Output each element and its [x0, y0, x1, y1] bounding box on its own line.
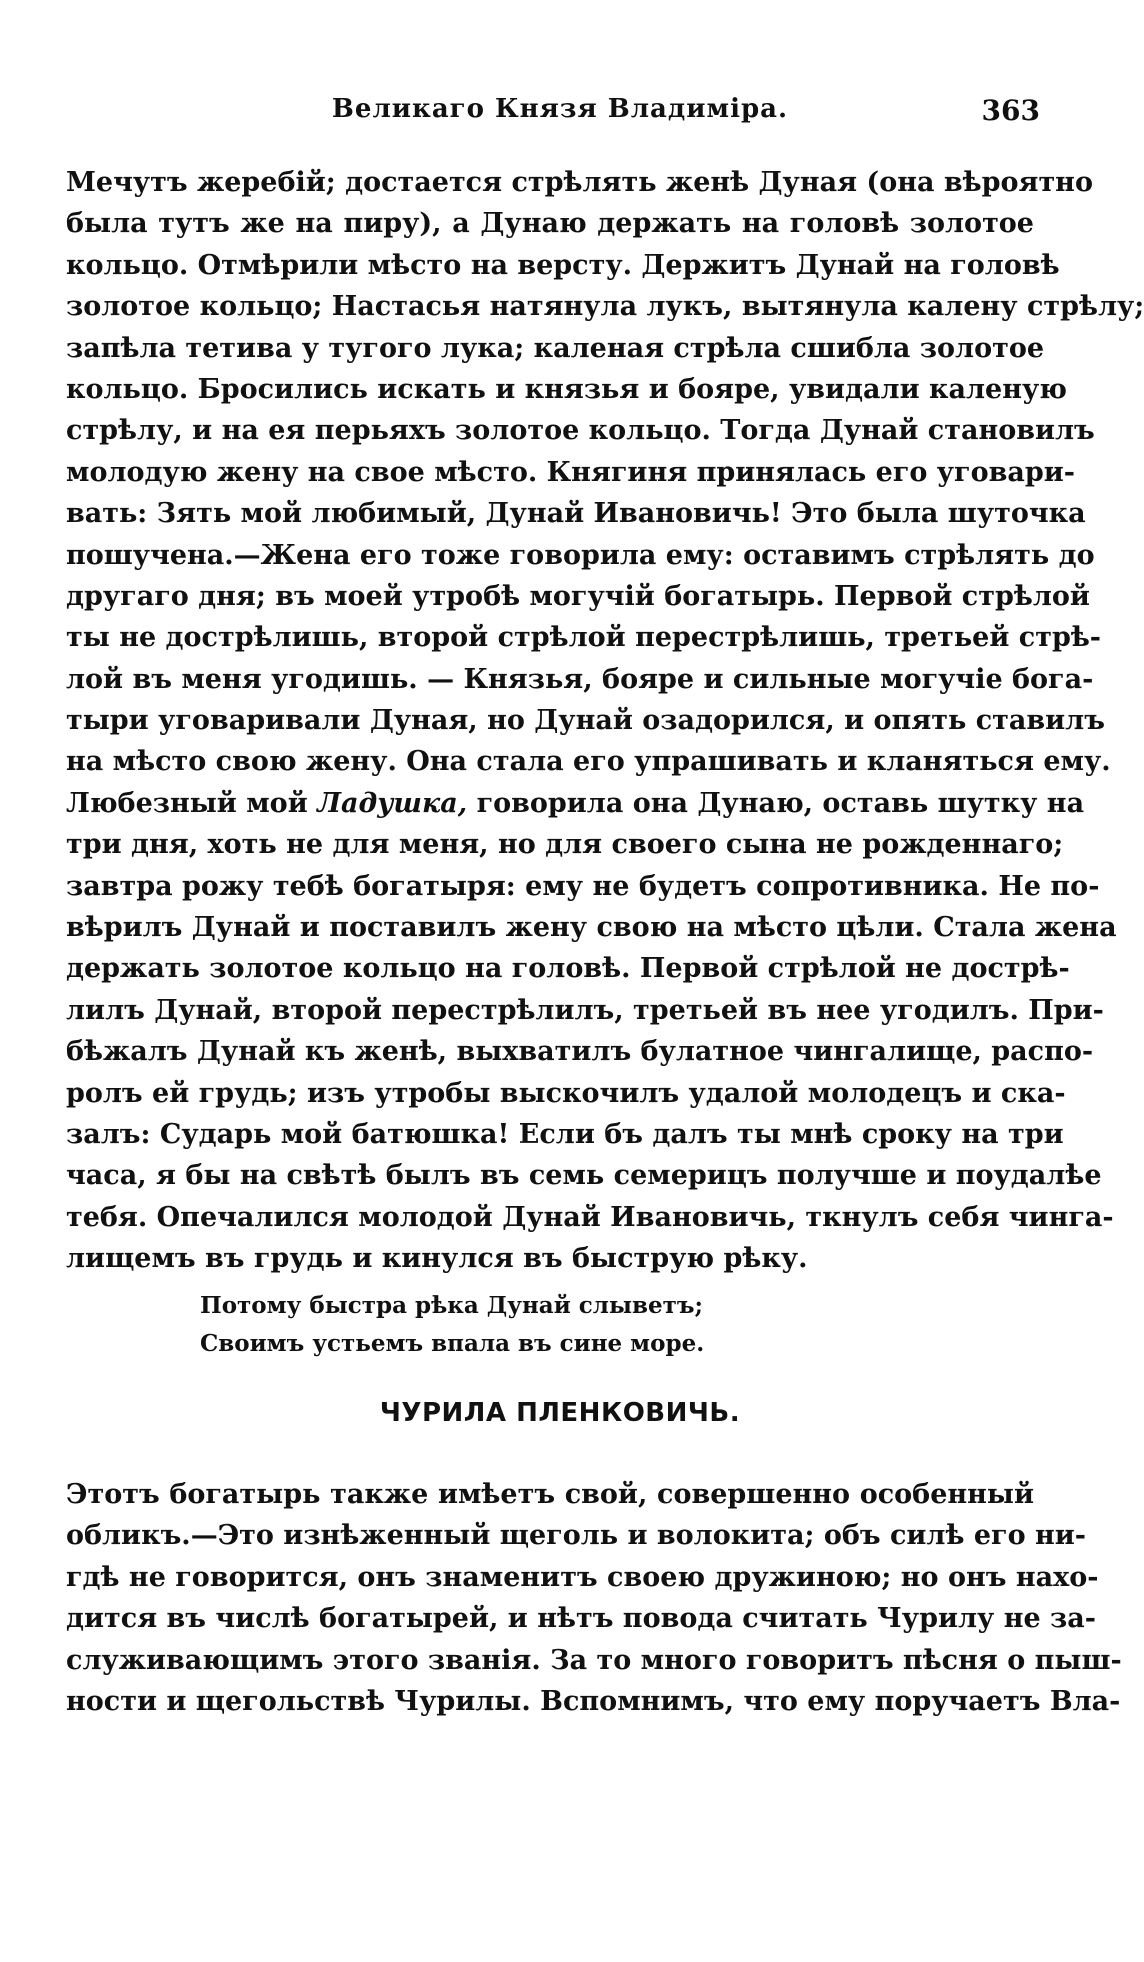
text-line: служивающимъ этого званія. За то много говоритъ пѣсня о пыш- — [66, 1644, 1122, 1676]
text-line: три дня, хоть не для меня, но для своего сына не рожденнаго; — [66, 829, 1064, 861]
text-line: тыри уговаривали Дуная, но Дунай озадорился, и опять ставилъ — [66, 705, 1105, 737]
text-line: была тутъ же на пиру), а Дунаю держать на головѣ золотое — [66, 208, 1034, 240]
text-line: кольцо. Отмѣрили мѣсто на версту. Держитъ Дунай на головѣ — [66, 249, 1060, 281]
page-number: 363 — [981, 94, 1040, 127]
text-line: пошучена.—Жена его тоже говорила ему: оставимъ стрѣлять до — [66, 539, 1095, 571]
text-line: лой въ меня угодишь. — Князья, бояре и сильные могучіе бога- — [66, 663, 1094, 695]
text-line: держать золотое кольцо на головѣ. Первой стрѣлой не дострѣ- — [66, 953, 1070, 985]
text-segment: Любезный мой — [66, 787, 308, 819]
verse-quote — [200, 1287, 704, 1363]
text-line: другаго дня; въ моей утробѣ могучій богатырь. Первой стрѣлой — [66, 580, 1090, 612]
text-line: молодую жену на свое мѣсто. Княгиня принялась его уговари- — [66, 456, 1075, 488]
text-line: завтра рожу тебѣ богатыря: ему не будетъ сопротивника. Не по- — [66, 870, 1100, 902]
text-line: ности и щегольствѣ Чурилы. Вспомнимъ, что ему поручаетъ Вла- — [66, 1685, 1121, 1717]
text-line: запѣла тетива у тугого лука; каленая стрѣла сшибла золотое — [66, 332, 1045, 364]
text-line: на мѣсто свою жену. Она стала его упрашивать и кланяться ему. — [66, 746, 1111, 778]
text-segment: говорила она Дунаю, оставь шутку на — [476, 787, 1085, 819]
section-heading: ЧУРИЛА ПЛЕНКОВИЧЬ. — [379, 1398, 741, 1428]
text-line: залъ: Сударь мой батюшка! Если бъ далъ ты мнѣ сроку на три — [66, 1118, 1064, 1150]
paragraph-churila — [66, 1474, 1122, 1722]
text-line: Мечутъ жеребій; достается стрѣлять женѣ Дуная (она вѣроятно — [66, 167, 1093, 198]
text-line: стрѣлу, и на ея перьяхъ золотое кольцо. Тогда Дунай становилъ — [66, 415, 1095, 447]
paragraph-dunai — [66, 162, 1144, 1280]
text-line: бѣжалъ Дунай къ женѣ, выхватилъ булатное чингалище, распо- — [66, 1036, 1094, 1068]
text-line: вѣрилъ Дунай и поставилъ жену свою на мѣсто цѣли. Стала жена — [66, 912, 1117, 944]
verse-line: Потому быстра рѣка Дунай слыветъ; — [200, 1292, 704, 1319]
text-line: кольцо. Бросились искать и князья и бояре, увидали каленую — [66, 373, 1067, 405]
text-line: часа, я бы на свѣтѣ былъ въ семь семерицъ получше и поудалѣе — [66, 1160, 1102, 1192]
text-line: дится въ числѣ богатырей, и нѣтъ повода считать Чурилу не за- — [66, 1603, 1096, 1635]
text-line: гдѣ не говорится, онъ знаменитъ своею дружиною; но онъ нахо- — [66, 1561, 1099, 1593]
running-head — [80, 94, 1040, 134]
text-line: ты не дострѣлишь, второй стрѣлой перестрѣлишь, третьей стрѣ- — [66, 622, 1102, 654]
italic-phrase: Ладушка, — [317, 787, 468, 819]
text-line: вать: Зять мой любимый, Дунай Ивановичь! Это была шуточка — [66, 498, 1086, 530]
text-line: золотое кольцо; Настасья натянула лукъ, вытянула калену стрѣлу; — [66, 291, 1144, 323]
text-line: Этотъ богатырь также имѣетъ свой, совершенно особенный — [66, 1479, 1034, 1510]
text-line: ролъ ей грудь; изъ утробы выскочилъ удалой молодецъ и ска- — [66, 1077, 1066, 1109]
running-title: Великаго Князя Владиміра. — [331, 94, 789, 124]
text-line: обликъ.—Это изнѣженный щеголь и волокита; объ силѣ его ни- — [66, 1520, 1086, 1552]
text-line: тебя. Опечалился молодой Дунай Ивановичь, ткнулъ себя чинга- — [66, 1201, 1114, 1233]
text-line: лилъ Дунай, второй перестрѣлилъ, третьей въ нее угодилъ. При- — [66, 994, 1104, 1026]
text-line: лищемъ въ грудь и кинулся въ быструю рѣку. — [66, 1243, 808, 1275]
text-line-with-italic — [66, 783, 1085, 824]
verse-line: Своимъ устьемъ впала въ сине море. — [200, 1330, 705, 1357]
